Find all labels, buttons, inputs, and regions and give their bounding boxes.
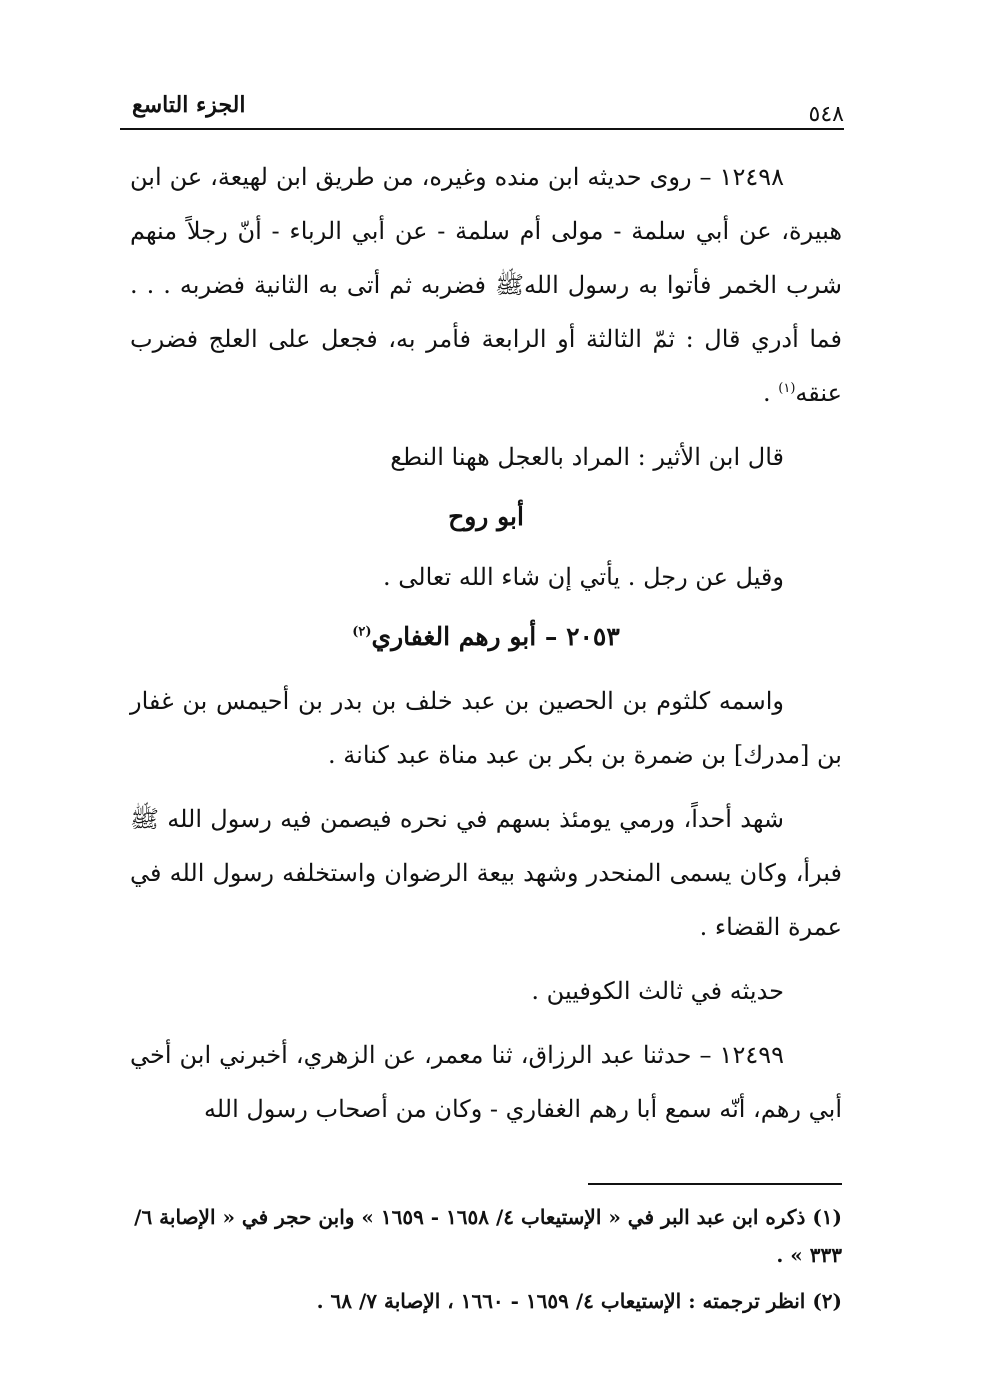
footnote-ref-1: (١) (778, 381, 796, 396)
ibn-athir-note: قال ابن الأثير : المراد بالعجل ههنا النطع (390, 443, 784, 471)
heading-abu-ruhm-text: ٢٠٥٣ – أبو رهم الغفاري (371, 622, 620, 651)
hadith-12498 (130, 150, 842, 420)
footnote-divider (588, 1183, 842, 1185)
abu-ruhm-hadith-location: حديثه في ثالث الكوفيين . (531, 977, 784, 1005)
page-header (120, 88, 844, 130)
footnotes (125, 1198, 842, 1328)
abu-rawh-note: وقيل عن رجل . يأتي إن شاء الله تعالى . (383, 563, 784, 591)
heading-abu-rawh: أبو روح (448, 502, 524, 531)
heading-abu-ruhm (130, 610, 842, 664)
running-title: الجزء التاسع (132, 92, 246, 118)
footnote-2: (٢) انظر ترجمته : الإستيعاب ٤/ ١٦٥٩ - ١٦٦٠ ، الإصابة ٧/ ٦٨ . (316, 1289, 842, 1313)
hadith-12499: ١٢٤٩٩ – حدثنا عبد الرزاق، ثنا معمر، عن الزهري، أخبرني ابن أخي أبي رهم، أنّه سمع أبا رهم الغفاري - وكان من أصحاب رسول الله (130, 1041, 842, 1123)
hadith-12498-text: ١٢٤٩٨ – روى حديثه ابن منده وغيره، من طريق ابن لهيعة، عن ابن هبيرة، عن أبي سلمة - مولى أم سلمة - عن أبي الرباء - أنّ رجلاً منهم شرب الخمر فأتوا به رسول اللهﷺ فضربه ثم أتى به الثانية فضربه . . . فما أدري قال : ثمّ الثالثة أو الرابعة فأمر به، فجعل على العلج فضرب عنقه (130, 163, 842, 407)
abu-ruhm-bio: شهد أحداً، ورمي يومئذ بسهم في نحره فيصمن فيه رسول الله ﷺ فبرأ، وكان يسمى المنحدر وشهد بيعة الرضوان واستخلفه رسول الله في عمرة القضاء . (130, 805, 842, 941)
hadith-12498-end: . (763, 379, 779, 407)
main-text (130, 150, 842, 1136)
abu-ruhm-lineage: واسمه كلثوم بن الحصين بن عبد خلف بن بدر بن أحيمس بن غفار بن [مدرك] بن ضمرة بن بكر بن عبد مناة عبد كنانة . (130, 687, 842, 769)
footnote-1: (١) ذكره ابن عبد البر في « الإستيعاب ٤/ ١٦٥٨ - ١٦٥٩ » وابن حجر في « الإصابة ٦/ ٣٣٣ » . (134, 1205, 842, 1267)
footnote-ref-2: (٢) (352, 624, 372, 640)
page-number: ٥٤٨ (808, 102, 844, 127)
